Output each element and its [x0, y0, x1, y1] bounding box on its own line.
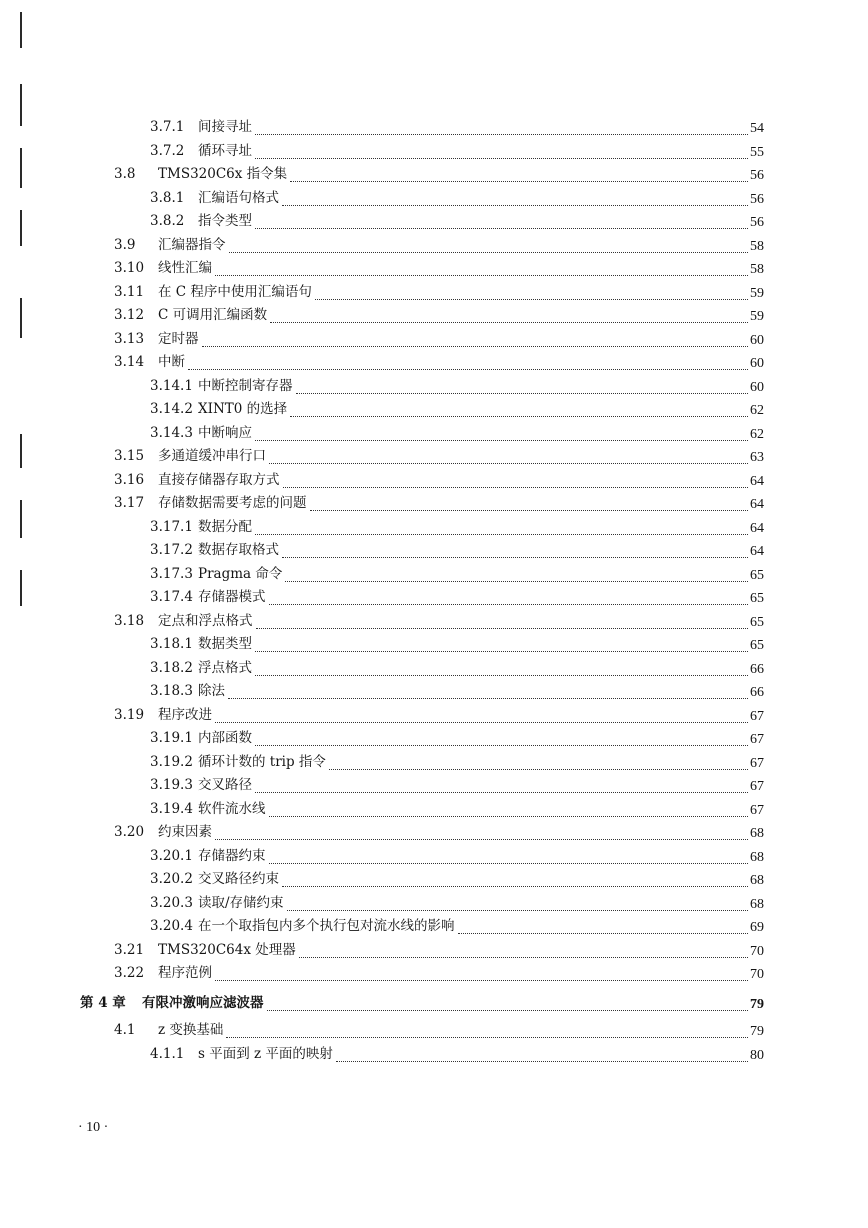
toc-entry[interactable] — [0, 140, 868, 162]
toc-entry-number: 第 4 章 — [80, 994, 126, 1011]
toc-entry-number: 3.17.3 — [150, 565, 193, 582]
toc-entry[interactable] — [0, 257, 868, 279]
toc-entry-page: 67 — [750, 802, 764, 818]
toc-entry-page: 66 — [750, 685, 764, 700]
toc-entry-number: 3.17.1 — [150, 518, 193, 535]
toc-leader-dots — [215, 821, 748, 840]
toc-entry[interactable] — [0, 704, 868, 726]
toc-entry[interactable] — [0, 586, 868, 608]
toc-entry-number: 3.18 — [114, 612, 145, 629]
toc-entry[interactable] — [0, 116, 868, 138]
toc-entry-title: TMS320C64x 处理器 — [158, 941, 296, 958]
toc-entry-title: 除法 — [198, 683, 225, 699]
toc-leader-dots — [270, 304, 748, 323]
toc-leader-dots — [299, 939, 748, 958]
toc-entry-title: s 平面到 z 平面的映射 — [198, 1045, 333, 1062]
toc-entry[interactable] — [0, 657, 868, 679]
toc-entry-page: 64 — [750, 544, 764, 559]
toc-entry[interactable] — [0, 328, 868, 350]
toc-entry-title: 内部函数 — [198, 730, 252, 746]
toc-leader-dots — [269, 445, 748, 464]
toc-leader-dots — [256, 610, 748, 629]
toc-entry-page: 68 — [750, 849, 764, 865]
toc-leader-dots — [255, 210, 748, 229]
toc-entry[interactable] — [0, 539, 868, 561]
toc-entry[interactable] — [0, 163, 868, 185]
toc-leader-dots — [290, 163, 748, 182]
toc-leader-dots — [255, 422, 748, 441]
toc-leader-dots — [282, 187, 748, 206]
toc-entry-title: 约束因素 — [158, 824, 212, 840]
toc-leader-dots — [267, 992, 748, 1011]
toc-entry-page: 65 — [750, 614, 764, 630]
toc-entry-page: 80 — [750, 1047, 764, 1063]
toc-entry-number: 3.19.2 — [150, 753, 193, 770]
toc-entry-title: 数据分配 — [198, 518, 252, 535]
toc-entry-title: 读取/存储约束 — [198, 894, 284, 911]
toc-entry-number: 3.13 — [114, 330, 145, 347]
toc-entry-number: 3.8.1 — [150, 189, 185, 206]
toc-entry-number: 3.16 — [114, 471, 145, 488]
toc-entry-title: 汇编器指令 — [158, 236, 226, 253]
toc-entry-page: 67 — [750, 708, 764, 724]
footer-page-number: · 10 · — [78, 1120, 109, 1135]
toc-entry-number: 3.18.1 — [150, 636, 193, 652]
toc-leader-dots — [229, 234, 748, 253]
toc-entry-page: 54 — [750, 121, 764, 136]
toc-entry[interactable] — [0, 774, 868, 796]
toc-leader-dots — [336, 1043, 748, 1062]
toc-leader-dots — [282, 868, 748, 887]
toc-entry-number: 3.8 — [114, 166, 136, 182]
toc-entry-page: 67 — [750, 779, 764, 794]
toc-entry[interactable] — [0, 680, 868, 702]
toc-entry-number: 3.14.2 — [150, 401, 193, 417]
toc-entry-page: 65 — [750, 567, 764, 583]
toc-entry-title: 循环寻址 — [198, 142, 252, 159]
toc-entry-number: 3.20.4 — [150, 918, 193, 934]
toc-leader-dots — [226, 1019, 748, 1038]
toc-entry[interactable] — [0, 210, 868, 232]
toc-entry-number: 3.17.2 — [150, 542, 193, 558]
toc-entry-title: 多通道缓冲串行口 — [158, 448, 266, 464]
toc-leader-dots — [458, 915, 748, 934]
toc-entry-number: 3.7.1 — [150, 119, 185, 135]
toc-entry-number: 3.20.2 — [150, 871, 193, 887]
toc-entry-number: 4.1.1 — [150, 1045, 185, 1062]
toc-entry-title: 程序范例 — [158, 965, 212, 981]
toc-entry-title: 直接存储器存取方式 — [158, 471, 280, 488]
toc-entry-title: 数据类型 — [198, 636, 252, 652]
toc-entry-number: 3.18.2 — [150, 659, 193, 676]
toc-leader-dots — [188, 351, 748, 370]
toc-entry[interactable] — [0, 868, 868, 890]
toc-leader-dots — [310, 492, 748, 511]
toc-entry-number: 3.14 — [114, 354, 145, 370]
toc-entry-title: 汇编语句格式 — [198, 189, 279, 206]
toc-entry[interactable] — [0, 187, 868, 209]
toc-entry-page: 65 — [750, 638, 764, 653]
toc-entry-number: 3.17.4 — [150, 589, 193, 605]
toc-entry[interactable] — [0, 492, 868, 514]
toc-entry[interactable] — [0, 821, 868, 843]
toc-entry-number: 3.11 — [114, 283, 145, 300]
toc-entry-title: 数据存取格式 — [198, 542, 279, 558]
toc-entry[interactable] — [0, 375, 868, 397]
toc-entry-page: 56 — [750, 215, 764, 230]
toc-entry-page: 62 — [750, 426, 764, 442]
toc-entry-page: 60 — [750, 356, 764, 371]
toc-leader-dots — [296, 375, 748, 394]
toc-entry-title: 存储数据需要考虑的问题 — [158, 495, 307, 511]
toc-entry-page: 60 — [750, 379, 764, 395]
toc-leader-dots — [255, 633, 748, 652]
toc-entry-number: 3.20.1 — [150, 847, 193, 864]
toc-leader-dots — [255, 727, 748, 746]
toc-entry-page: 59 — [750, 309, 764, 324]
toc-entry[interactable] — [0, 939, 868, 961]
toc-entry-title: 定时器 — [158, 330, 199, 347]
toc-entry-number: 3.19.4 — [150, 800, 193, 817]
toc-entry-number: 3.8.2 — [150, 213, 185, 229]
toc-entry-title: 浮点格式 — [198, 659, 252, 676]
toc-entry-title: 存储器模式 — [198, 589, 266, 605]
toc-entry[interactable] — [0, 445, 868, 467]
toc-entry-title: TMS320C6x 指令集 — [158, 166, 288, 182]
toc-entry-number: 3.21 — [114, 941, 145, 958]
toc-leader-dots — [269, 845, 748, 864]
toc-entry-page: 59 — [750, 285, 764, 301]
toc-leader-dots — [269, 586, 748, 605]
toc-entry-page: 64 — [750, 473, 764, 489]
toc-entry-page: 79 — [750, 996, 764, 1012]
toc-entry-page: 69 — [750, 920, 764, 935]
toc-leader-dots — [228, 680, 748, 699]
toc-entry-page: 56 — [750, 191, 764, 207]
toc-entry-page: 56 — [750, 168, 764, 183]
toc-entry-title: 有限冲激响应滤波器 — [142, 994, 264, 1011]
toc-entry-title: 在一个取指包内多个执行包对流水线的影响 — [198, 918, 455, 934]
toc-entry-title: 软件流水线 — [198, 800, 266, 817]
toc-entry-page: 66 — [750, 661, 764, 677]
toc-entry[interactable] — [0, 610, 868, 632]
toc-entry-title: 程序改进 — [158, 706, 212, 723]
toc-entry[interactable] — [0, 751, 868, 773]
toc-entry[interactable] — [0, 422, 868, 444]
toc-entry[interactable] — [0, 798, 868, 820]
toc-entry-title: z 变换基础 — [158, 1022, 224, 1038]
binding-mark — [20, 12, 22, 48]
toc-entry[interactable] — [0, 962, 868, 984]
toc-entry-number: 3.10 — [114, 260, 145, 276]
toc-entry-title: 交叉路径 — [198, 777, 252, 793]
toc-entry-number: 3.19 — [114, 706, 145, 723]
toc-entry-number: 3.19.3 — [150, 777, 193, 793]
toc-entry-number: 3.15 — [114, 448, 145, 464]
toc-entry-number: 3.7.2 — [150, 142, 185, 159]
toc-entry-title: 存储器约束 — [198, 847, 266, 864]
toc-entry[interactable] — [0, 563, 868, 585]
toc-entry-title: 中断控制寄存器 — [198, 377, 293, 394]
toc-entry-page: 65 — [750, 591, 764, 606]
toc-entry-title: Pragma 命令 — [198, 565, 283, 582]
toc-entry-number: 4.1 — [114, 1022, 136, 1038]
toc-entry-number: 3.18.3 — [150, 683, 193, 699]
toc-entry[interactable] — [0, 633, 868, 655]
toc-entry-page: 63 — [750, 450, 764, 465]
toc-entry-page: 60 — [750, 332, 764, 348]
toc-entry-title: 中断 — [158, 354, 185, 370]
toc-entry-page: 67 — [750, 755, 764, 771]
toc-leader-dots — [290, 398, 748, 417]
toc-entry-page: 70 — [750, 943, 764, 959]
toc-leader-dots — [202, 328, 748, 347]
toc-entry-page: 70 — [750, 967, 764, 982]
toc-entry[interactable] — [0, 915, 868, 937]
toc-leader-dots — [269, 798, 748, 817]
toc-entry-page: 64 — [750, 497, 764, 512]
toc-entry[interactable] — [0, 516, 868, 538]
toc-leader-dots — [285, 563, 748, 582]
toc-entry-title: 间接寻址 — [198, 119, 252, 135]
toc-entry-page: 67 — [750, 732, 764, 747]
toc-entry-number: 3.19.1 — [150, 730, 193, 746]
toc-entry-page: 64 — [750, 520, 764, 536]
toc-entry-page: 79 — [750, 1024, 764, 1039]
toc-entry[interactable] — [0, 351, 868, 373]
toc-entry-page: 55 — [750, 144, 764, 160]
toc-entry-number: 3.22 — [114, 965, 145, 981]
toc-leader-dots — [283, 469, 748, 488]
toc-leader-dots — [255, 116, 748, 135]
toc-entry-number: 3.9 — [114, 236, 136, 253]
toc-entry-title: C 可调用汇编函数 — [158, 307, 268, 323]
toc-entry[interactable] — [0, 1043, 868, 1065]
toc-entry[interactable] — [0, 1019, 868, 1041]
toc-entry[interactable] — [0, 281, 868, 303]
toc-entry-title: 指令类型 — [198, 213, 252, 229]
toc-entry[interactable] — [0, 727, 868, 749]
toc-entry[interactable] — [0, 845, 868, 867]
toc-entry-page: 58 — [750, 238, 764, 254]
toc-entry-number: 3.17 — [114, 495, 145, 511]
toc-entry-page: 62 — [750, 403, 764, 418]
toc-entry[interactable] — [0, 992, 868, 1014]
toc-entry-page: 68 — [750, 826, 764, 841]
toc-entry-title: 交叉路径约束 — [198, 871, 279, 887]
toc-leader-dots — [215, 704, 748, 723]
toc-entry-page: 58 — [750, 262, 764, 277]
toc-entry[interactable] — [0, 892, 868, 914]
toc-entry-title: 线性汇编 — [158, 260, 212, 276]
toc-entry[interactable] — [0, 304, 868, 326]
toc-entry-title: 中断响应 — [198, 424, 252, 441]
toc-leader-dots — [329, 751, 748, 770]
toc-leader-dots — [255, 516, 748, 535]
toc-entry-title: 定点和浮点格式 — [158, 612, 253, 629]
toc-entry[interactable] — [0, 234, 868, 256]
toc-entry-title: 在 C 程序中使用汇编语句 — [158, 283, 312, 300]
toc-entry-number: 3.14.1 — [150, 377, 193, 394]
toc-entry-title: 循环计数的 trip 指令 — [198, 753, 326, 770]
toc-entry-number: 3.20.3 — [150, 894, 193, 911]
toc-entry-title: XINT0 的选择 — [198, 401, 288, 417]
toc-leader-dots — [255, 140, 748, 159]
toc-entry[interactable] — [0, 469, 868, 491]
toc-leader-dots — [215, 257, 748, 276]
toc-entry-number: 3.20 — [114, 824, 145, 840]
toc-leader-dots — [255, 657, 748, 676]
toc-leader-dots — [315, 281, 748, 300]
toc-leader-dots — [215, 962, 748, 981]
toc-entry-page: 68 — [750, 896, 764, 912]
toc-leader-dots — [282, 539, 748, 558]
toc-leader-dots — [287, 892, 748, 911]
toc-leader-dots — [255, 774, 748, 793]
toc-entry-number: 3.12 — [114, 307, 145, 323]
toc-entry[interactable] — [0, 398, 868, 420]
toc-entry-number: 3.14.3 — [150, 424, 193, 441]
toc-entry-page: 68 — [750, 873, 764, 888]
